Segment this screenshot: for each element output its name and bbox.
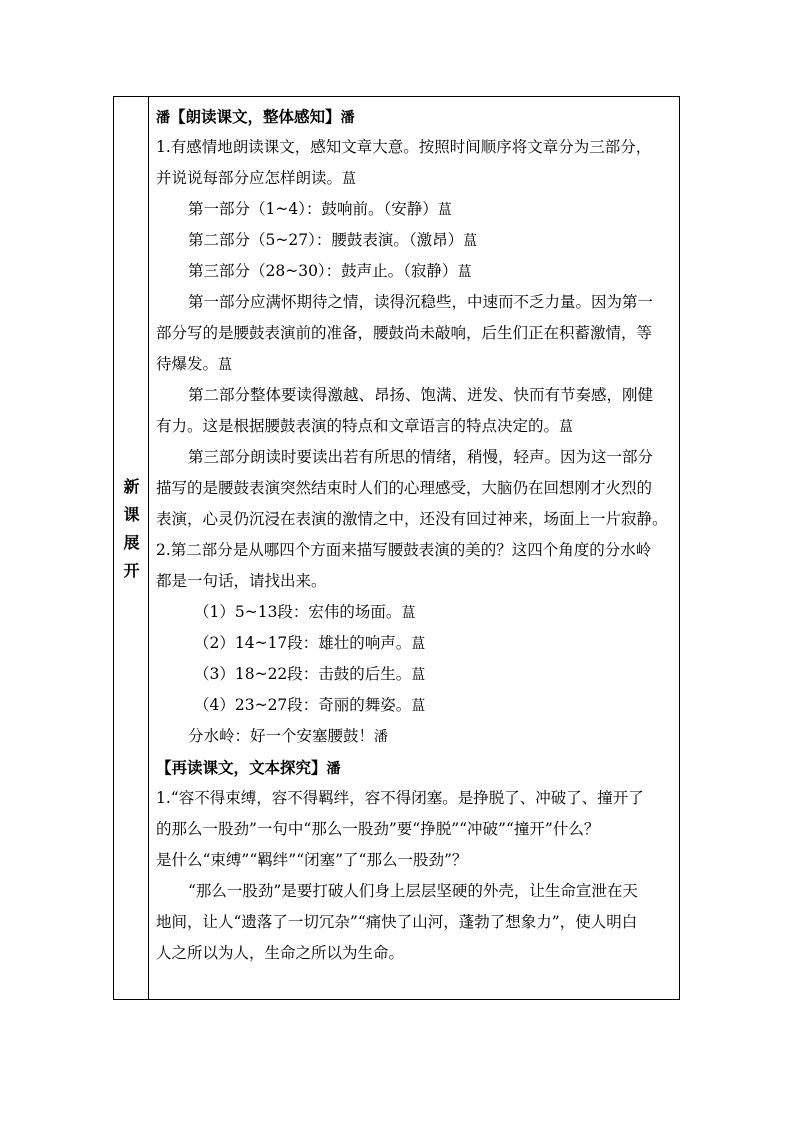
text-line xyxy=(156,194,676,225)
text-line-content: 第一部分（1~4）：鼓响前。（安静） xyxy=(188,200,438,218)
text-line xyxy=(156,659,676,690)
anchor-mark: 蒀 xyxy=(559,419,574,435)
text-line xyxy=(156,101,676,132)
text-line-content: 并说说每部分应怎样朗读。 xyxy=(156,169,343,187)
anchor-mark: 蒀 xyxy=(218,357,233,373)
text-line-content: 人之所以为人，生命之所以为生命。 xyxy=(156,944,405,962)
text-line xyxy=(156,318,676,349)
side-label xyxy=(114,473,149,585)
text-line xyxy=(156,411,676,442)
text-line xyxy=(156,628,676,659)
text-line xyxy=(156,535,676,566)
text-line xyxy=(156,783,676,814)
text-line xyxy=(156,473,676,504)
text-line-content: 【再读课文，文本探究】 xyxy=(156,758,327,777)
text-line xyxy=(156,876,676,907)
anchor-mark: 蒀 xyxy=(411,636,426,652)
text-line xyxy=(156,690,676,721)
text-line-content: 有力。这是根据腰鼓表演的特点和文章语言的特点决定的。 xyxy=(156,417,560,435)
text-line-content: 分水岭：好一个安塞腰鼓！ xyxy=(188,727,375,745)
anchor-mark: 潘 xyxy=(340,110,355,126)
text-line-content: 部分写的是腰鼓表演前的准备，腰鼓尚未敲响，后生们正在积蓄激情，等 xyxy=(156,324,653,342)
text-line xyxy=(156,349,676,380)
side-label-char: 展 xyxy=(123,533,140,552)
text-line-content: 待爆发。 xyxy=(156,355,219,373)
text-line-content: 的那么一股劲”一句中“那么一股劲”要“挣脱”“冲破”“撞开”什么？ xyxy=(156,820,600,838)
text-line xyxy=(156,566,676,597)
text-line xyxy=(156,907,676,938)
text-line-content: （4）23~27段：奇丽的舞姿。 xyxy=(194,696,412,714)
side-label-char: 课 xyxy=(123,505,140,524)
text-line-content: （1）5~13段：宏伟的场面。 xyxy=(194,603,402,621)
text-line xyxy=(156,814,676,845)
anchor-mark: 潘 xyxy=(374,729,389,745)
anchor-mark: 蒀 xyxy=(463,233,478,249)
anchor-mark: 蒀 xyxy=(457,264,472,280)
text-line-content: 第二部分（5~27）：腰鼓表演。（激昂） xyxy=(188,231,464,249)
text-line-content: 【朗读课文，整体感知】 xyxy=(170,107,341,126)
text-line xyxy=(156,721,676,752)
text-line xyxy=(156,380,676,411)
text-line xyxy=(156,225,676,256)
text-line-content: 1.“容不得束缚，容不得羁绊，容不得闭塞。是挣脱了、冲破了、撞开了 xyxy=(156,789,644,807)
anchor-mark: 潘 xyxy=(156,110,170,126)
text-line-content: “那么一股劲”是要打破人们身上层层坚硬的外壳，让生命宣泄在天 xyxy=(188,882,638,900)
text-line-content: 表演，心灵仍沉浸在表演的激情之中，还没有回过神来，场面上一片寂静。 xyxy=(156,510,668,528)
text-line-content: 都是一句话，请找出来。 xyxy=(156,572,327,590)
text-line-content: 第二部分整体要读得激越、昂扬、饱满、迸发、快而有节奏感，刚健 xyxy=(188,386,654,404)
text-line-content: 地间，让人“遗落了一切冗杂”“痛快了山河，蓬勃了想象力”，使人明白 xyxy=(156,913,638,931)
text-line xyxy=(156,256,676,287)
lesson-table xyxy=(113,96,680,1000)
text-line xyxy=(156,442,676,473)
text-line xyxy=(156,597,676,628)
anchor-mark: 潘 xyxy=(326,761,341,777)
anchor-mark: 蒀 xyxy=(401,605,416,621)
text-line-content: 1.有感情地朗读课文，感知文章大意。按照时间顺序将文章分为三部分， xyxy=(156,138,652,156)
text-line-content: 2.第二部分是从哪四个方面来描写腰鼓表演的美的？这四个角度的分水岭 xyxy=(156,541,652,559)
text-line-content: 是什么“束缚”“羁绊”“闭塞”了“那么一股劲”？ xyxy=(156,851,468,869)
side-label-column xyxy=(114,97,149,999)
text-line xyxy=(156,504,676,535)
text-line xyxy=(156,938,676,969)
anchor-mark: 蒀 xyxy=(411,667,426,683)
side-label-char: 新 xyxy=(123,477,140,496)
text-line xyxy=(156,752,676,783)
text-line xyxy=(156,845,676,876)
text-line-content: 描写的是腰鼓表演突然结束时人们的心理感受，大脑仍在回想刚才火烈的 xyxy=(156,479,653,497)
anchor-mark: 蒀 xyxy=(437,202,452,218)
text-line-content: 第三部分朗读时要读出若有所思的情绪，稍慢，轻声。因为这一部分 xyxy=(188,448,654,466)
lesson-content xyxy=(156,101,676,969)
anchor-mark: 蒀 xyxy=(342,171,357,187)
anchor-mark: 蒀 xyxy=(411,698,426,714)
text-line-content: 第一部分应满怀期待之情，读得沉稳些，中速而不乏力量。因为第一 xyxy=(188,293,654,311)
text-line-content: 第三部分（28~30）：鼓声止。（寂静） xyxy=(188,262,458,280)
side-label-char: 开 xyxy=(123,561,140,580)
text-line xyxy=(156,132,676,163)
text-line-content: （2）14~17段：雄壮的响声。 xyxy=(194,634,412,652)
text-line-content: （3）18~22段：击鼓的后生。 xyxy=(194,665,412,683)
text-line xyxy=(156,287,676,318)
text-line xyxy=(156,163,676,194)
